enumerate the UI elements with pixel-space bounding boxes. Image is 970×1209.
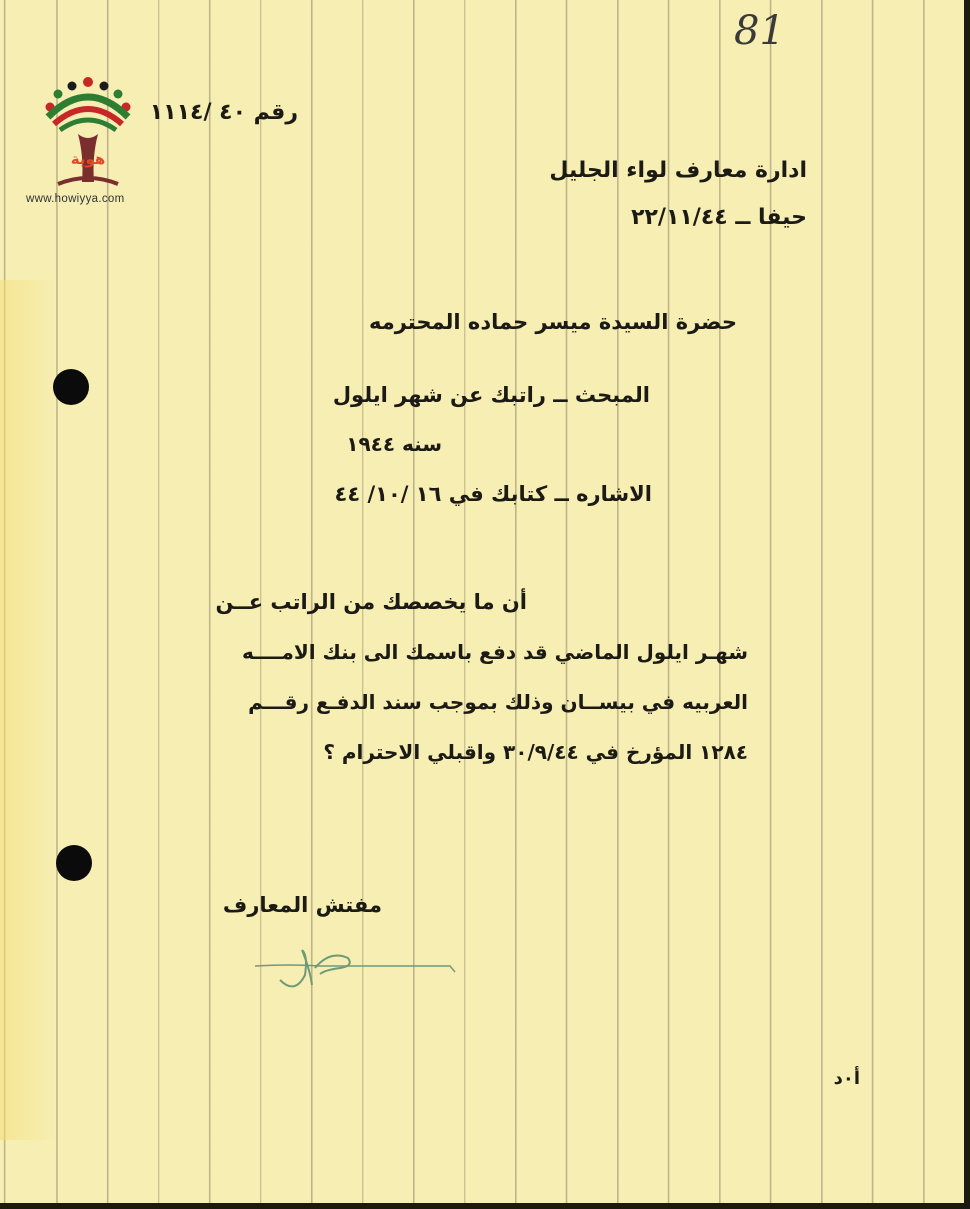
subject-line: المبحث ــ راتبك عن شهر ايلول: [332, 383, 650, 407]
howiyya-logo-icon: [38, 72, 138, 194]
body-line-2: شهـر ايلول الماضي قد دفع باسمك الى بنك الامــــه: [241, 640, 748, 664]
sender-place-date: حيفا ــ ٢٢/١١/٤٤: [631, 205, 807, 230]
scan-edge-bottom: [0, 1203, 970, 1209]
paper-stain: [0, 280, 55, 1140]
sender-office: ادارة معارف لواء الجليل: [549, 158, 807, 183]
svg-text:هوية: هوية: [70, 150, 106, 168]
scan-edge-right: [964, 0, 970, 1209]
punch-hole-bottom: [56, 845, 92, 881]
body-line-1: أن ما يخصصك من الراتب عــن: [215, 590, 527, 614]
footer-initials: أ٠د: [833, 1068, 860, 1089]
body-line-3: العربيه في بيســان وذلك بموجب سند الدفـع رقـــم: [248, 690, 748, 714]
addressee: حضرة السيدة ميسر حماده المحترمه: [368, 310, 737, 334]
body-line-4: ١٢٨٤ المؤرخ في ٣٠/٩/٤٤ واقبلي الاحترام ؟: [323, 740, 748, 764]
signature-title: مفتش المعارف: [222, 893, 382, 917]
subject-reference: الاشاره ــ كتابك في ١٦ /١٠/ ٤٤: [334, 482, 652, 506]
punch-hole-top: [53, 369, 89, 405]
page-number: 81: [734, 8, 785, 54]
watermark-url: www.howiyya.com: [26, 193, 125, 205]
reference-number: رقم ٤٠ /١١١٤: [149, 100, 298, 125]
handwritten-signature: [250, 940, 460, 1000]
subject-year: سنه ١٩٤٤: [346, 432, 442, 456]
